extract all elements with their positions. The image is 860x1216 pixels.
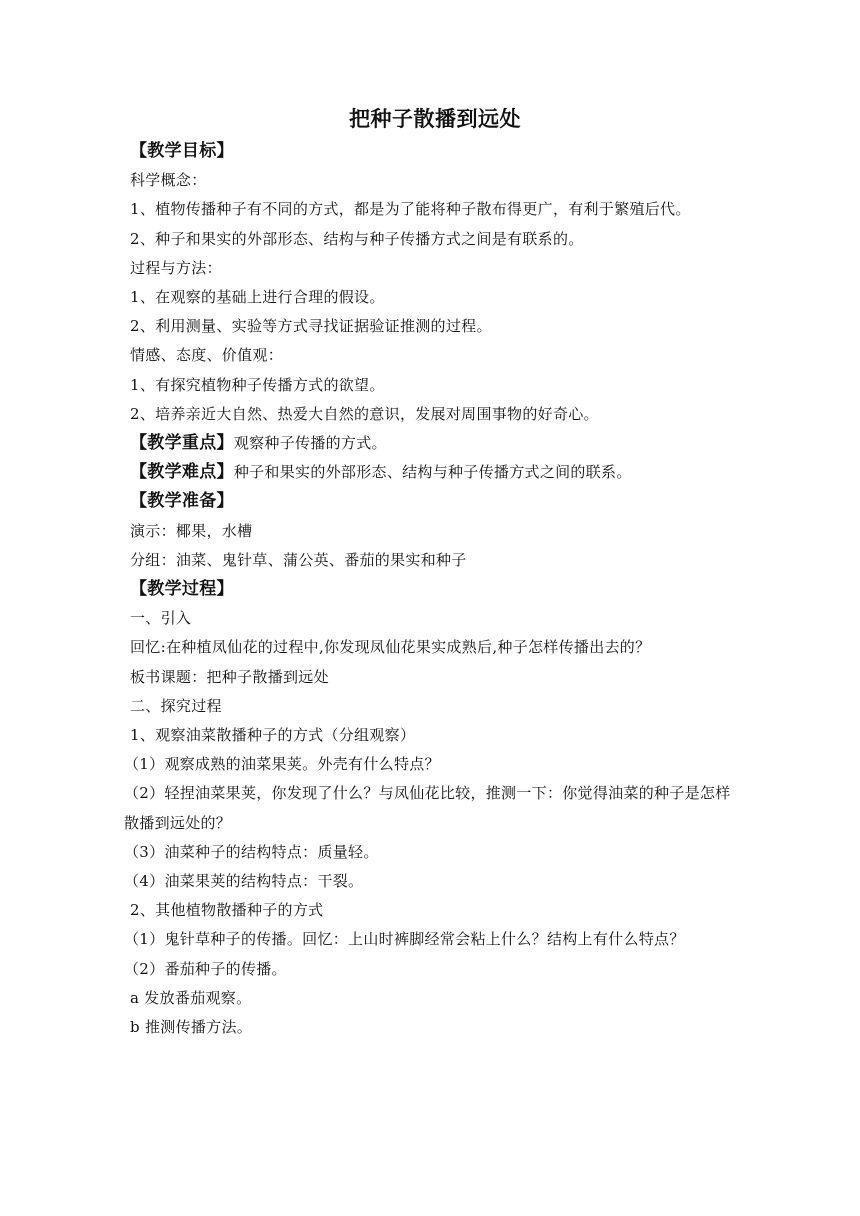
explore-item-2-2-a: a 发放番茄观察。	[130, 988, 252, 1007]
process-item-1: 1、在观察的基础上进行合理的假设。	[130, 288, 385, 307]
intro-recall: 回忆:在种植凤仙花的过程中,你发现凤仙花果实成熟后,种子怎样传播出去的？	[130, 638, 651, 657]
document-title: 把种子散播到远处	[349, 107, 521, 131]
prep-heading: 【教学准备】	[130, 491, 234, 512]
process-label: 过程与方法：	[130, 258, 222, 277]
explore-item-2: 2、其他植物散播种子的方式	[130, 901, 324, 920]
explore-item-1-3: （3）油菜种子的结构特点：质量轻。	[124, 842, 379, 861]
procedure-heading: 【教学过程】	[130, 579, 234, 600]
document-body	[124, 103, 740, 1042]
prep-group: 分组：油菜、鬼针草、蒲公英、番茄的果实和种子	[130, 550, 467, 569]
intro-board: 板书课题：把种子散播到远处	[130, 667, 329, 686]
key-point-heading: 【教学重点】	[130, 433, 234, 454]
attitude-item-1: 1、有探究植物种子传播方式的欲望。	[130, 375, 385, 394]
explore-item-2-1: （1）鬼针草种子的传播。回忆：上山时裤脚经常会粘上什么？结构上有什么特点？	[124, 930, 685, 949]
difficulty-text: 种子和果实的外部形态、结构与种子传播方式之间的联系。	[233, 463, 632, 482]
concept-item-1: 1、植物传播种子有不同的方式，都是为了能将种子散布得更广，有利于繁殖后代。	[130, 200, 691, 219]
difficulty-line	[130, 458, 740, 487]
explore-item-1: 1、观察油菜散播种子的方式（分组观察）	[130, 726, 416, 745]
explore-item-1-4: （4）油菜果荚的结构特点：干裂。	[124, 872, 364, 891]
key-point-text: 观察种子传播的方式。	[233, 434, 387, 453]
objectives-heading: 【教学目标】	[130, 141, 234, 161]
concept-label: 科学概念：	[130, 171, 207, 190]
concept-item-2: 2、种子和果实的外部形态、结构与种子传播方式之间是有联系的。	[130, 229, 584, 248]
explore-item-2-2: （2）番茄种子的传播。	[124, 959, 287, 978]
prep-demo: 演示：椰果，水槽	[130, 521, 253, 540]
explore-item-1-2: （2）轻捏油菜果荚，你发现了什么？与凤仙花比较，推测一下：你觉得油菜的种子是怎样散播到远处的？	[124, 784, 731, 832]
attitude-item-2: 2、培养亲近大自然、热爱大自然的意识，发展对周围事物的好奇心。	[130, 404, 599, 423]
key-point-line	[130, 429, 740, 458]
explore-item-2-2-b: b 推测传播方法。	[130, 1018, 253, 1037]
attitude-label: 情感、态度、价值观：	[130, 346, 284, 365]
difficulty-heading: 【教学难点】	[130, 462, 234, 483]
intro-label: 一、引入	[130, 609, 192, 628]
explore-label: 二、探究过程	[130, 696, 222, 715]
explore-item-1-1: （1）观察成熟的油菜果荚。外壳有什么特点？	[124, 755, 440, 774]
process-item-2: 2、利用测量、实验等方式寻找证据验证推测的过程。	[130, 317, 492, 336]
